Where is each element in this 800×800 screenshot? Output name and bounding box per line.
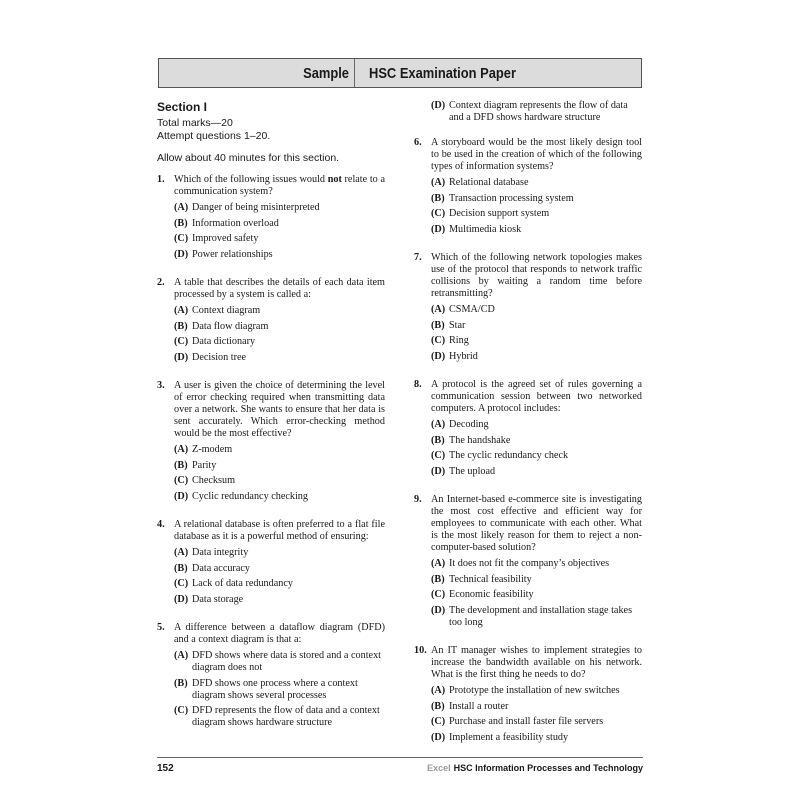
question-number: 8. (414, 379, 422, 390)
answer-option: (C) Lack of data redundancy (174, 578, 293, 589)
header-sample-label: Sample (186, 59, 355, 87)
question-number: 10. (414, 645, 427, 656)
answer-option: (B) Star (431, 319, 466, 331)
answer-option: (D) Context diagram represents the flow of data and a DFD shows hardware structure (431, 100, 628, 123)
answer-option: (B) Technical feasibility (431, 573, 532, 585)
left-column (157, 98, 385, 746)
answer-option: (B) Data flow diagram (174, 320, 269, 332)
question-number: 5. (157, 622, 165, 633)
answer-option: (C) Data dictionary (174, 336, 256, 347)
footer-book-title (427, 763, 643, 773)
answer-option: (B) Data accuracy (174, 562, 250, 574)
question-text: An Internet-based e-commerce site is investigating the most cost effective and efficient way for employees to communicate with each other. What is the most likely reason for them to reject a non-computer-based solution? (431, 494, 642, 553)
time-allowance: Allow about 40 minutes for this section. (157, 152, 340, 164)
question (157, 519, 385, 609)
question-number: 7. (414, 252, 422, 263)
question-text: A table that describes the details of each data item processed by a system is called a: (174, 277, 385, 300)
answer-option: (C) Purchase and install faster file servers (431, 716, 604, 727)
answer-option: (A) Prototype the installation of new switches (431, 685, 620, 696)
question-number: 2. (157, 277, 165, 288)
question-number: 4. (157, 519, 165, 530)
answer-option: (A) DFD shows where data is stored and a context diagram does not (174, 650, 381, 673)
question (157, 174, 385, 264)
answer-option: (D) Decision tree (174, 351, 247, 363)
answer-option: (B) Parity (174, 459, 217, 471)
answer-option: (D) Cyclic redundancy checking (174, 490, 308, 502)
emphasis-text: not (327, 174, 342, 185)
answer-option: (B) The handshake (431, 434, 511, 446)
question-text: A protocol is the agreed set of rules governing a communication session between two networked computers. A protocol includes: (431, 379, 642, 414)
footer-brand: Excel (427, 763, 451, 773)
question (157, 277, 385, 367)
answer-option: (B) Information overload (174, 217, 279, 229)
answer-option: (D) Multimedia kiosk (431, 223, 522, 235)
question (414, 379, 642, 481)
footer-title-text: HSC Information Processes and Technology (453, 763, 643, 773)
answer-option: (B) DFD shows one process where a context diagram shows several processes (174, 677, 358, 701)
answer-option: (A) CSMA/CD (431, 304, 495, 315)
answer-option: (C) Checksum (174, 475, 236, 486)
answer-option: (C) Improved safety (174, 233, 259, 244)
question-number: 6. (414, 137, 422, 148)
right-column (414, 100, 642, 760)
answer-option: (D) Data storage (174, 593, 244, 605)
answer-option: (B) Transaction processing system (431, 192, 574, 204)
total-marks: Total marks—20 (157, 117, 233, 129)
answer-option: (C) The cyclic redundancy check (431, 450, 569, 461)
question-text: A storyboard would be the most likely design tool to be used in the creation of which of the following types of information systems? (431, 137, 642, 172)
question (414, 137, 642, 239)
header-banner (158, 58, 642, 88)
footer-divider (157, 757, 643, 758)
answer-option: (C) Decision support system (431, 208, 550, 219)
page-number: 152 (157, 763, 174, 774)
answer-option: (B) Install a router (431, 700, 509, 712)
question-text: A difference between a dataflow diagram (DFD) and a context diagram is that a: (174, 622, 385, 645)
attempt-instruction: Attempt questions 1–20. (157, 130, 271, 142)
answer-option: (D) Implement a feasibility study (431, 731, 569, 743)
answer-option: (A) Data integrity (174, 547, 249, 558)
answer-option: (A) Danger of being misinterpreted (174, 202, 320, 213)
section-title: Section I (157, 100, 208, 114)
answer-option: (D) Power relationships (174, 248, 273, 260)
answer-option: (A) It does not fit the company’s objectives (431, 558, 610, 569)
answer-option: (C) DFD represents the flow of data and a context diagram shows hardware structure (174, 705, 380, 728)
question-text: A user is given the choice of determining the level of error checking required when transmitting data over a network. She wants to ensure that her data is sent accurately. Which error-checking method would be the most effective? (174, 380, 385, 439)
answer-option: (C) Economic feasibility (431, 589, 534, 600)
question (414, 494, 642, 632)
question (414, 252, 642, 366)
question-text: Which of the following network topologies makes use of the protocol that responds to network traffic collisions by waiting a random time before retransmitting? (431, 252, 642, 299)
question-number: 1. (157, 174, 165, 185)
answer-option: (D) Hybrid (431, 350, 478, 362)
question-text: A relational database is often preferred to a flat file database as it is a powerful method of ensuring: (174, 519, 385, 542)
question-text: An IT manager wishes to implement strategies to increase the bandwidth available on his network. What is the first thing he needs to do? (431, 645, 642, 680)
answer-option: (A) Context diagram (174, 305, 261, 316)
answer-option: (A) Decoding (431, 419, 489, 430)
question (157, 622, 385, 733)
question-text: Which of the following issues would not relate to a communication system? (174, 174, 385, 197)
answer-option: (D) The development and installation stage takes too long (431, 604, 633, 628)
question-number: 3. (157, 380, 165, 391)
header-title: HSC Examination Paper (369, 65, 516, 82)
answer-option: (A) Relational database (431, 177, 529, 188)
answer-option: (C) Ring (431, 335, 469, 346)
question-number: 9. (414, 494, 422, 505)
answer-option: (A) Z-modem (174, 444, 233, 455)
question (157, 380, 385, 506)
question (414, 645, 642, 747)
answer-option: (D) The upload (431, 465, 496, 477)
